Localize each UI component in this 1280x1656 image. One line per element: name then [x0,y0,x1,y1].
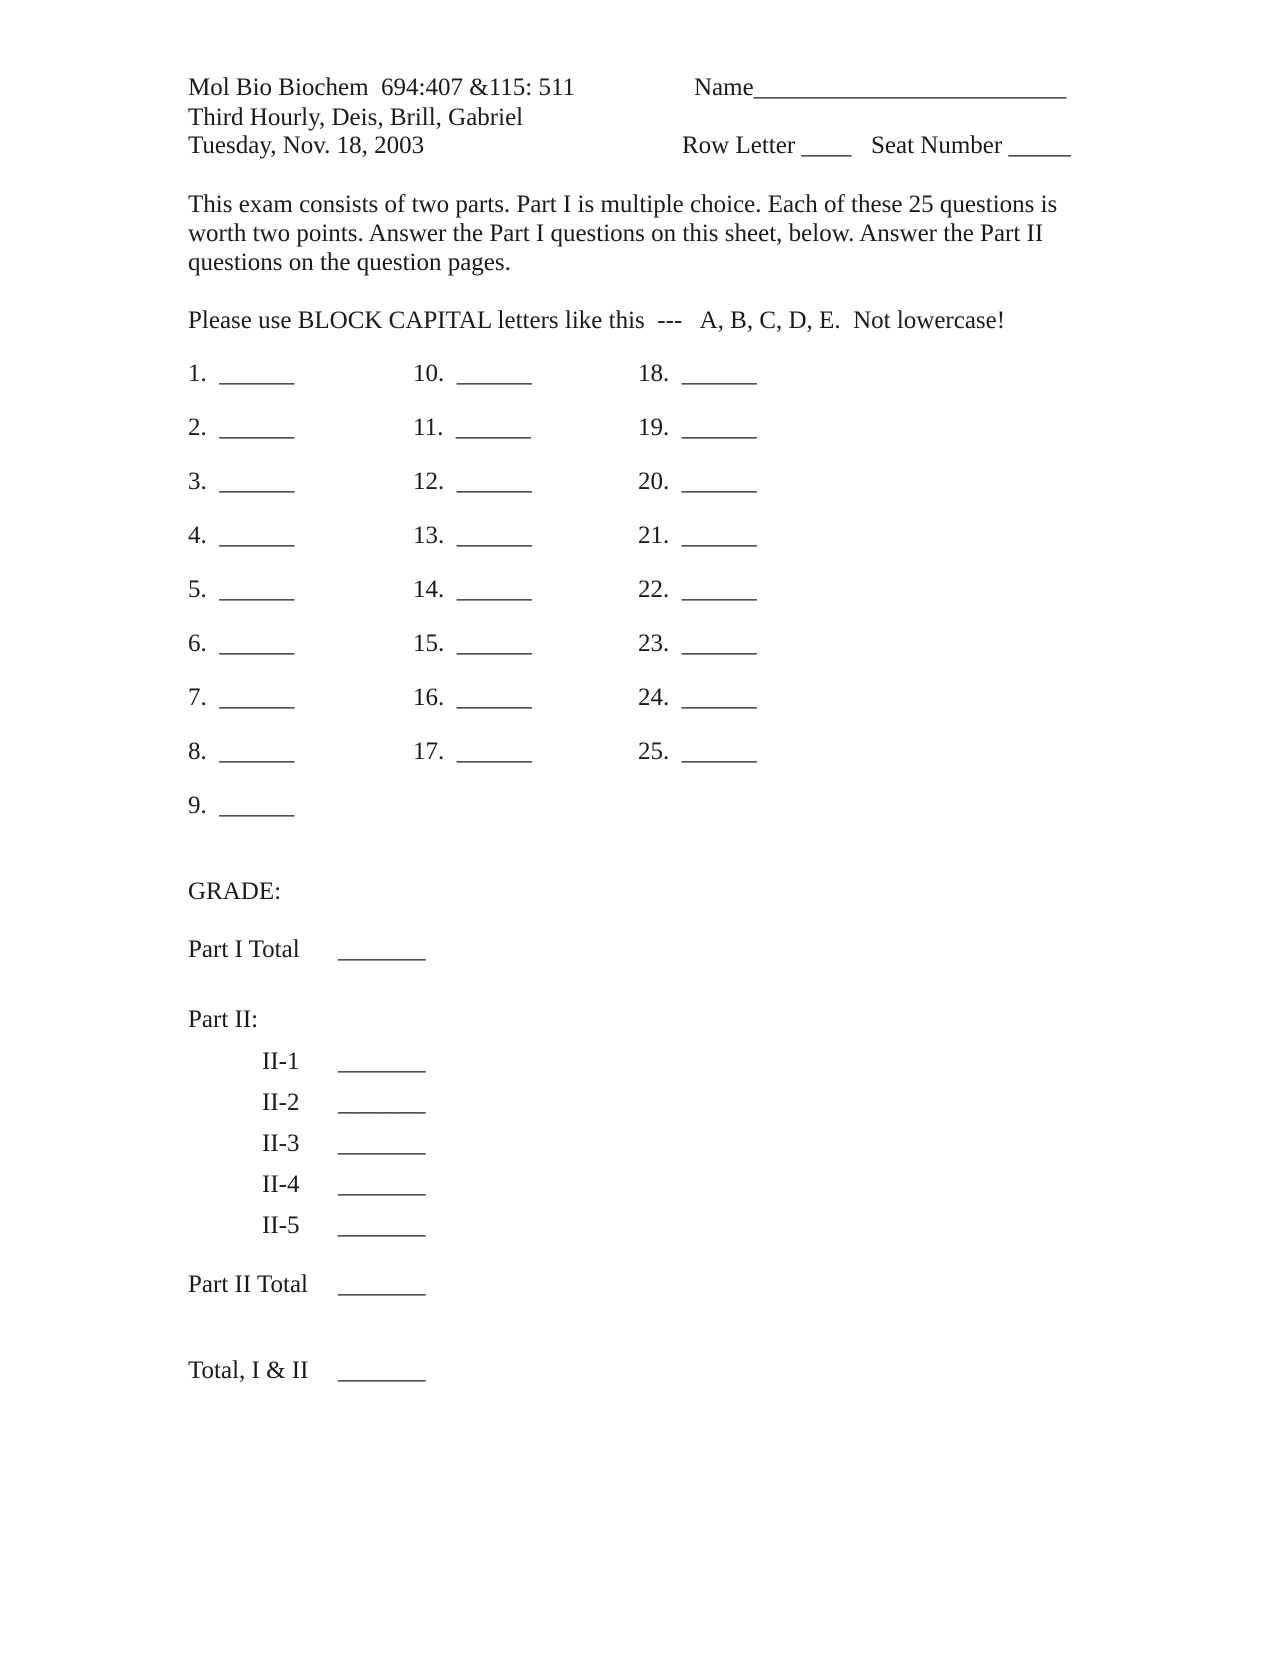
seat-number-field[interactable]: Seat Number _____ [871,132,1071,159]
answer-blank[interactable]: 23. ______ [638,630,757,657]
answer-blank[interactable]: 1. ______ [188,360,295,387]
answer-blank[interactable]: 12. ______ [413,468,532,495]
answer-blank[interactable]: 5. ______ [188,576,295,603]
part2-item-blank[interactable]: _______ [338,1171,426,1198]
answer-blank[interactable]: 3. ______ [188,468,295,495]
answer-blank[interactable]: 21. ______ [638,522,757,549]
answer-blank[interactable]: 20. ______ [638,468,757,495]
answer-blank[interactable]: 11. ______ [413,414,531,441]
answer-blank[interactable]: 16. ______ [413,684,532,711]
answer-blank[interactable]: 6. ______ [188,630,295,657]
part1-total-label: Part I Total [188,936,300,963]
grade-heading: GRADE: [188,878,282,905]
answer-blank[interactable]: 13. ______ [413,522,532,549]
part2-item-label: II-4 [262,1171,300,1198]
exam-date: Tuesday, Nov. 18, 2003 [188,132,425,159]
part2-total-label: Part II Total [188,1271,308,1298]
answer-blank[interactable]: 25. ______ [638,738,757,765]
exam-title: Third Hourly, Deis, Brill, Gabriel [188,104,524,131]
part2-item-label: II-1 [262,1048,300,1075]
answer-blank[interactable]: 9. ______ [188,792,295,819]
part2-item-blank[interactable]: _______ [338,1212,426,1239]
grand-total-blank[interactable]: _______ [338,1357,426,1384]
name-field[interactable]: Name_________________________ [694,74,1067,101]
part2-item-blank[interactable]: _______ [338,1130,426,1157]
answer-blank[interactable]: 22. ______ [638,576,757,603]
answer-blank[interactable]: 24. ______ [638,684,757,711]
row-letter-field[interactable]: Row Letter ____ [682,132,852,159]
part2-item-blank[interactable]: _______ [338,1089,426,1116]
course-title: Mol Bio Biochem 694:407 &115: 511 [188,74,576,101]
part2-item-label: II-3 [262,1130,300,1157]
answer-blank[interactable]: 19. ______ [638,414,757,441]
answer-blank[interactable]: 4. ______ [188,522,295,549]
answer-blank[interactable]: 2. ______ [188,414,295,441]
grand-total-label: Total, I & II [188,1357,309,1384]
part2-item-label: II-5 [262,1212,300,1239]
part2-item-label: II-2 [262,1089,300,1116]
part2-total-blank[interactable]: _______ [338,1271,426,1298]
answer-blank[interactable]: 7. ______ [188,684,295,711]
answer-blank[interactable]: 14. ______ [413,576,532,603]
instructions-paragraph: This exam consists of two parts. Part I is multiple choice. Each of these 25 questions is worth two points. Answer the Part I questions on this sheet, below. Answer the Part II questions on the question pages. [188,191,1058,276]
part1-total-blank[interactable]: _______ [338,936,426,963]
capital-letters-instruction: Please use BLOCK CAPITAL letters like this --- A, B, C, D, E. Not lowercase! [188,307,1006,334]
part2-heading: Part II: [188,1006,259,1033]
part2-item-blank[interactable]: _______ [338,1048,426,1075]
answer-blank[interactable]: 15. ______ [413,630,532,657]
answer-blank[interactable]: 18. ______ [638,360,757,387]
answer-blank[interactable]: 10. ______ [413,360,532,387]
answer-blank[interactable]: 8. ______ [188,738,295,765]
answer-blank[interactable]: 17. ______ [413,738,532,765]
